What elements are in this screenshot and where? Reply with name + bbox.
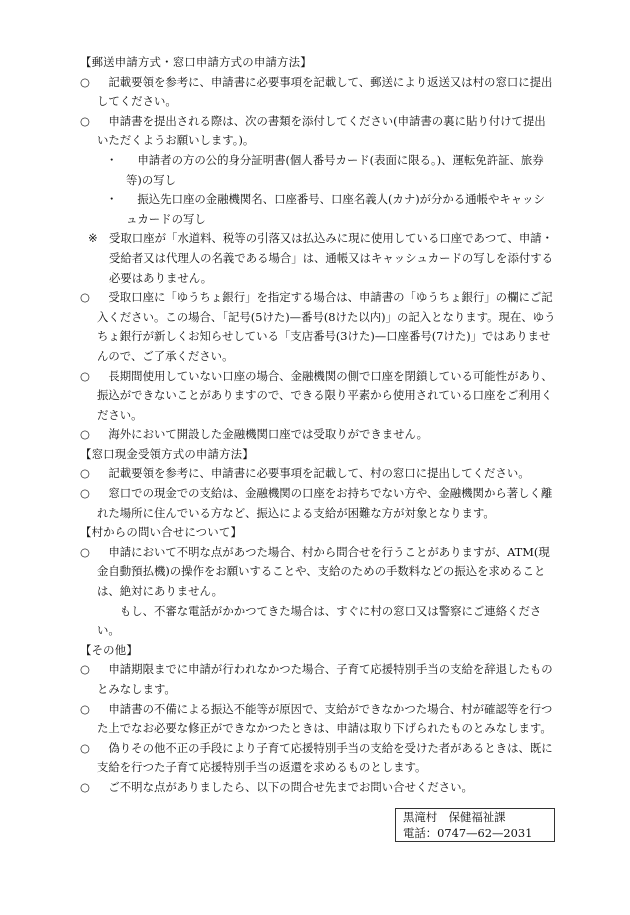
item-text: 申請書の不備による振込不能等が原因で、支給ができなかつた場合、村が確認等を行つた上でなお必要な修正ができなかつたときは、申請は取り下げられたものとみなします。 (97, 701, 553, 736)
item-text: ご不明な点がありましたら、以下の問合せ先までお問い合せください。 (108, 779, 473, 794)
section-heading: 【村からの問い合せについて】 (80, 525, 243, 540)
item-text: 受取口座に「ゆうちょ銀行」を指定する場合は、申請書の「ゆうちょ銀行」の欄にご記入ください。この場合、「記号(5けた)—番号(8けた以内)」の記入となります。現在、ゆうちょ銀行が新しくお知らせしている「支店番号(3けた)—口座番号(7けた)」ではありませんので、ご了承ください。 (97, 290, 556, 363)
bullet-dot-icon: ・ (106, 192, 118, 207)
circle-bullet-icon: ○ (80, 544, 90, 559)
circle-bullet-icon: ○ (80, 466, 90, 481)
item-text: 受取口座が「水道料、税等の引落又は払込みに現に使用している口座であつて、申請・受給者又は代理人の名義である場合」は、通帳又はキャッシュカードの写しを添付する必要はありません。 (109, 231, 554, 285)
circle-bullet-icon: ○ (80, 662, 90, 677)
section-heading: 【その他】 (80, 642, 138, 657)
circle-bullet-icon: ○ (80, 486, 90, 501)
section-heading: 【郵送申請方式・窓口申請方式の申請方法】 (80, 55, 312, 69)
item-text: 記載要領を参考に、申請書に必要事項を記載して、村の窓口に提出してください。 (108, 466, 530, 481)
item-text: 海外において開設した金融機関口座では受取りができません。 (108, 427, 429, 442)
sub-list-item (80, 190, 556, 229)
circle-bullet-icon: ○ (80, 74, 90, 89)
circle-bullet-icon: ○ (80, 113, 90, 128)
contact-box (395, 808, 555, 842)
item-text: 窓口での現金での支給は、金融機関の口座をお持ちでない方や、金融機関から著しく離れた場所に住んでいる方など、振込による支給が困難な方が対象となります。 (97, 486, 553, 520)
list-item (80, 700, 556, 739)
list-item (80, 660, 556, 699)
list-item (80, 73, 556, 112)
list-item (80, 288, 556, 366)
document-body (80, 53, 556, 798)
paragraph: もし、不審な電話がかかつてきた場合は、すぐに村の窓口又は警察にご連絡ください。 (97, 603, 542, 638)
note-item (80, 229, 556, 288)
list-item (80, 112, 556, 151)
contact-phone: 電話：0747—62—2031 (403, 825, 533, 840)
item-text: 偽りその他不正の手段により子育て応援特別手当の支給を受けた者があるときは、既に支給を行つた子育て応援特別手当の返還を求めるものとします。 (97, 740, 553, 775)
section-heading: 【窓口現金受領方式の申請方法】 (80, 446, 254, 461)
circle-bullet-icon: ○ (80, 740, 90, 755)
contact-office: 黒滝村 保健福祉課 (403, 810, 506, 824)
circle-bullet-icon: ○ (80, 701, 90, 716)
note-mark-icon: ※ (88, 231, 98, 246)
item-text: 記載要領を参考に、申請書に必要事項を記載して、郵送により返送又は村の窓口に提出してください。 (97, 74, 553, 109)
sub-list-item (80, 151, 556, 190)
item-text: 振込先口座の金融機関名、口座番号、口座名義人(カナ)が分かる通帳やキャッシュカードの写し (126, 192, 545, 226)
item-text: 申請者の方の公的身分証明書(個人番号カード(表面に限る。)、運転免許証、旅券等)の写し (126, 152, 544, 187)
list-item (80, 543, 556, 602)
list-item (80, 464, 556, 484)
item-text: 申請期限までに申請が行われなかつた場合、子育て応援特別手当の支給を辞退したものとみなします。 (97, 662, 553, 696)
list-item (80, 484, 556, 523)
circle-bullet-icon: ○ (80, 368, 90, 383)
item-text: 申請において不明な点があつた場合、村から問合せを行うことがありますが、ATM(現金自動預払機)の操作をお願いすることや、支給のための手数料などの振込を求めることは、絶対にありません。 (97, 544, 550, 599)
circle-bullet-icon: ○ (80, 779, 90, 794)
item-text: 長期間使用していない口座の場合、金融機関の側で口座を閉鎖している可能性があり、振込ができないことがありますので、できる限り平素から使用されている口座をご利用ください。 (97, 368, 553, 422)
item-text: 申請書を提出される際は、次の書類を添付してください(申請書の裏に貼り付けて提出いただくようお願いします。)。 (97, 113, 546, 148)
list-item (80, 778, 556, 798)
list-item (80, 739, 556, 778)
circle-bullet-icon: ○ (80, 290, 90, 305)
bullet-dot-icon: ・ (106, 152, 118, 167)
list-item (80, 367, 556, 426)
circle-bullet-icon: ○ (80, 427, 90, 442)
list-item (80, 425, 556, 445)
